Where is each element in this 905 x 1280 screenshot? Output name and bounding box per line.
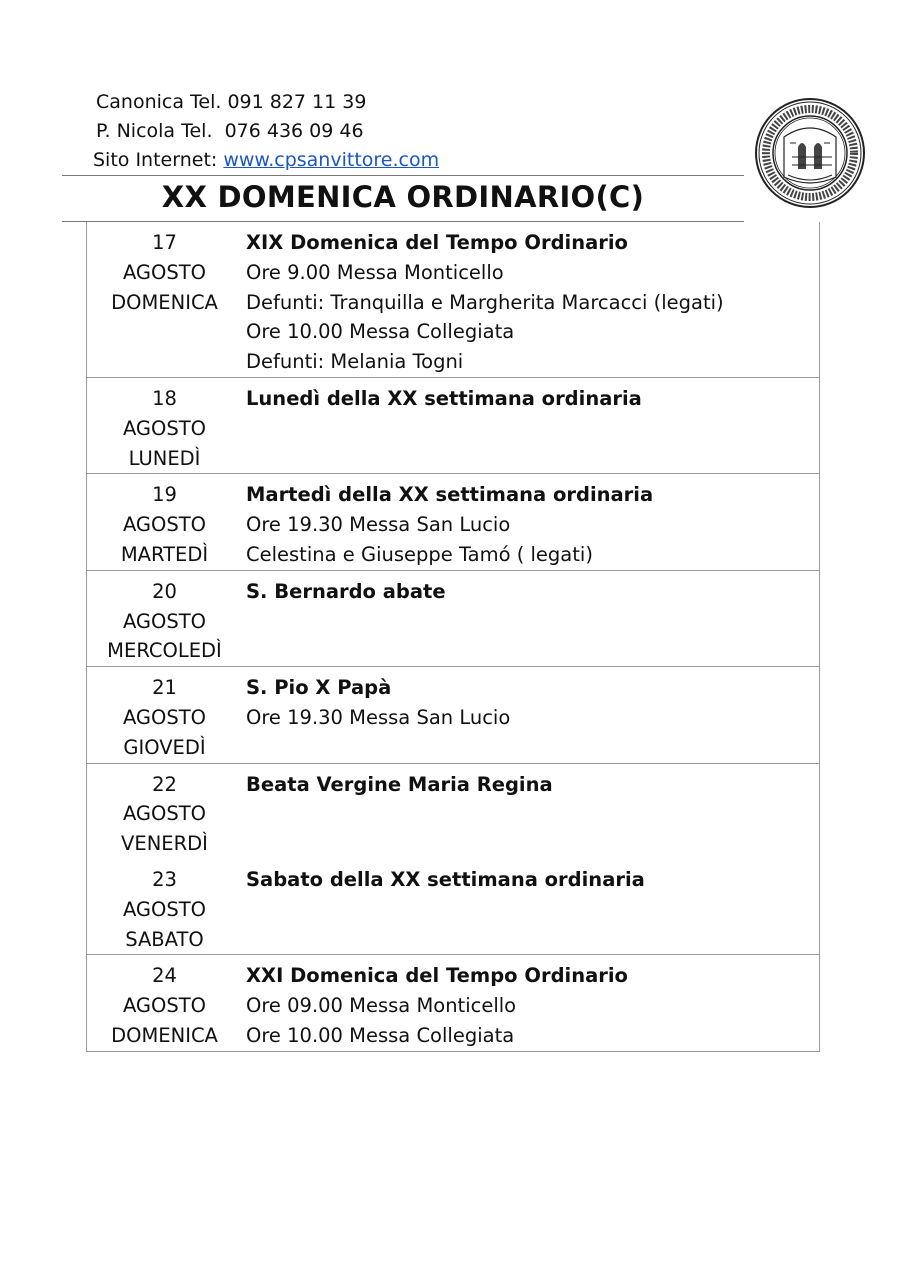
weekday: MERCOLEDÌ [107,639,222,663]
weekday: MARTEDÌ [120,542,209,566]
event-title: S. Bernardo abate [246,579,446,603]
schedule-row [87,222,820,377]
day-number: 19 [152,483,177,507]
schedule-row [87,763,820,859]
date-cell [87,955,243,1051]
day-number: 18 [152,386,177,410]
weekday: SABATO [125,927,204,951]
weekday: VENERDÌ [121,832,208,856]
day-number: 23 [152,867,177,891]
event-cell [242,222,820,377]
month: AGOSTO [122,897,207,921]
event-cell [242,859,820,955]
weekday: DOMENICA [111,1023,218,1047]
schedule-row [87,955,820,1051]
day-number: 17 [152,231,177,254]
schedule-row [87,377,820,473]
weekly-schedule [86,222,820,1052]
month: AGOSTO [122,609,207,633]
event-cell [242,955,820,1051]
day-number: 20 [152,579,177,603]
schedule-row [87,667,820,763]
schedule-row [87,570,820,666]
month: AGOSTO [122,513,207,537]
event-line: Ore 19.30 Messa San Lucio [246,705,511,729]
date-cell [87,474,243,570]
event-line: Defunti: Melania Togni [246,350,464,374]
event-title: XIX Domenica del Tempo Ordinario [246,231,628,254]
day-number: 22 [152,772,177,796]
month: AGOSTO [122,994,207,1018]
header-divider-top [62,175,744,176]
schedule-row [87,474,820,570]
day-number: 21 [152,676,177,700]
canonica-phone: Canonica Tel. 091 827 11 39 [96,91,367,113]
event-cell [242,377,820,473]
website-label: Sito Internet: [93,149,224,171]
event-line: Ore 10.00 Messa Collegiata [246,1023,515,1047]
month: AGOSTO [122,416,207,440]
event-cell [242,763,820,859]
day-number: 24 [152,964,177,988]
nicola-phone: P. Nicola Tel. 076 436 09 46 [96,120,364,142]
event-cell [242,474,820,570]
date-cell [87,377,243,473]
event-title: Lunedì della XX settimana ordinaria [246,386,642,410]
event-line: Ore 10.00 Messa Collegiata [246,320,515,344]
parish-seal-icon [754,97,866,209]
page-title: XX DOMENICA ORDINARIO(C) [161,180,645,214]
date-cell [87,667,243,763]
event-cell [242,667,820,763]
date-cell [87,222,243,377]
weekday: GIOVEDÌ [123,735,206,759]
weekday: LUNEDÌ [128,446,201,470]
event-title: XXI Domenica del Tempo Ordinario [246,964,628,988]
website-line [93,146,439,175]
schedule-row [87,859,820,955]
event-title: Sabato della XX settimana ordinaria [246,867,645,891]
website-link[interactable]: www.cpsanvittore.com [223,149,440,171]
contact-block [93,88,442,175]
event-line: Defunti: Tranquilla e Margherita Marcacci (legati) [246,290,724,314]
month: AGOSTO [122,705,207,729]
event-title: Beata Vergine Maria Regina [246,772,553,796]
date-cell [87,763,243,859]
event-title: S. Pio X Papà [246,676,392,700]
event-cell [242,570,820,666]
date-cell [87,570,243,666]
event-title: Martedì della XX settimana ordinaria [246,483,654,507]
month: AGOSTO [122,260,207,284]
event-line: Ore 9.00 Messa Monticello [246,260,504,284]
date-cell [87,859,243,955]
event-line: Ore 09.00 Messa Monticello [246,994,517,1018]
event-line: Celestina e Giuseppe Tamó ( legati) [246,542,593,566]
weekday: DOMENICA [111,290,218,314]
event-line: Ore 19.30 Messa San Lucio [246,513,511,537]
month: AGOSTO [122,802,207,826]
